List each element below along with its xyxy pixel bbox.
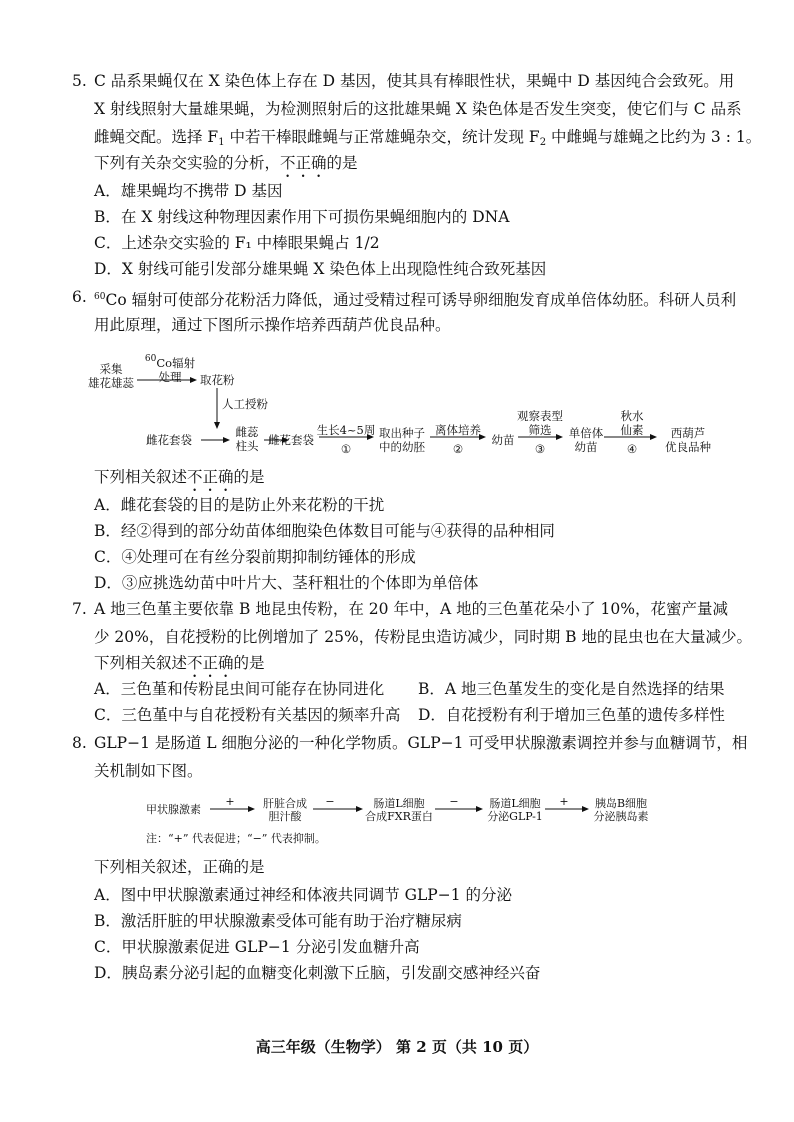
embryo-node: 取出种子 中的幼胚 (379, 426, 425, 454)
option-a: A．雄果蝇均不携带 D 基因 (94, 182, 283, 200)
question-stem-line: X 射线照射大量雄果蝇，为检测照射后的这批雄果蝇 X 染色体是否发生突变，使它们与 C 品系 (94, 100, 742, 118)
female-bag-node: 雌花套袋 (146, 433, 192, 447)
pollination-label: 人工授粉 (222, 397, 268, 411)
question-stem-line: 用此原理，通过下图所示操作培养西葫芦优良品种。 (94, 316, 451, 334)
fxr-protein-node: 肠道L细胞 合成FXR蛋白 (365, 797, 433, 823)
radiation-label: $^{60}$Co辐射 处理 (144, 354, 196, 384)
question-stem-line: 少 20%，自花授粉的比例增加了 25%，传粉昆虫造访减少，同时期 B 地的昆虫也在大量减少。 (94, 628, 753, 646)
option-d: D．胰岛素分泌引起的血糖变化刺激下丘脑，引发副交感神经兴奋 (94, 964, 541, 982)
haploid-node: 单倍体 幼苗 (568, 426, 604, 454)
liver-bile-acid-node: 肝脏合成 胆汁酸 (263, 797, 307, 823)
growth-label: 生长4~5周 (316, 423, 376, 437)
question-stem-line: 关机制如下图。 (94, 762, 203, 780)
question-prompt: 下列相关叙述，正确的是 (94, 858, 265, 876)
question-number: 8. (72, 734, 87, 752)
page-footer: 高三年级（生物学） 第 2 页（共 10 页） (255, 1038, 539, 1056)
question-prompt: 下列有关杂交实验的分析，不正确的是 (94, 154, 358, 172)
option-d: D．X 射线可能引发部分雄果蝇 X 染色体上出现隐性纯合致死基因 (94, 260, 547, 278)
option-c: C．三色堇中与自花授粉有关基因的频率升高 (94, 706, 401, 724)
culture-label: 离体培养 (435, 423, 481, 437)
option-c: C．上述杂交实验的 F₁ 中棒眼果蝇占 1/2 (94, 234, 380, 252)
question-prompt: 下列相关叙述不正确的是 (94, 654, 265, 672)
promote-sign: + (559, 795, 569, 808)
seedling-node: 幼苗 (491, 433, 515, 447)
female-bag-node-2: 雌花套袋 (268, 433, 314, 447)
diagram-note: 注：“+” 代表促进；“−” 代表抑制。 (146, 832, 326, 845)
option-b: B．激活肝脏的甲状腺激素受体可能有助于治疗糖尿病 (94, 912, 462, 930)
colchicine-label: 秋水 仙素 (620, 409, 644, 437)
observe-label: 观察表型 筛选 (517, 409, 563, 437)
stigma-node: 雌蕊 柱头 (235, 425, 259, 453)
option-a: A．图中甲状腺激素通过神经和体液共同调节 GLP−1 的分泌 (94, 886, 513, 904)
question-stem-line: GLP−1 是肠道 L 细胞分泌的一种化学物质。GLP−1 可受甲状腺激素调控并参与血糖调节，相 (94, 734, 748, 752)
option-a: A．雌花套袋的目的是防止外来花粉的干扰 (94, 496, 385, 514)
pollen-node: 取花粉 (200, 373, 235, 387)
option-c: C．④处理可在有丝分裂前期抑制纺锤体的形成 (94, 548, 416, 566)
option-c: C．甲状腺激素促进 GLP−1 分泌引发血糖升高 (94, 938, 420, 956)
step-2-label: ② (452, 442, 464, 456)
inhibit-sign: − (449, 795, 459, 808)
option-d: D．自花授粉有利于增加三色堇的遗传多样性 (418, 706, 725, 724)
question-stem-line: 雌蝇交配。选择 $F_1$ 中若干棒眼雌蝇与正常雄蝇杂交，统计发现 $F_2$ 中雌蝇与雄蝇之比约为 3 : 1。 (94, 128, 762, 148)
option-b: B．A 地三色堇发生的变化是自然选择的结果 (418, 680, 725, 698)
insulin-secretion-node: 胰岛B细胞 分泌胰岛素 (593, 797, 649, 823)
collect-stamen-node: 采集 雄花雄蕊 (88, 362, 134, 390)
promote-sign: + (225, 795, 235, 808)
question-number: 5. (72, 72, 87, 90)
step-3-label: ③ (534, 442, 546, 456)
option-b: B．经②得到的部分幼苗体细胞染色体数目可能与④获得的品种相同 (94, 522, 555, 540)
question-prompt: 下列相关叙述不正确的是 (94, 468, 265, 486)
result-node: 西葫芦 优良品种 (665, 426, 711, 454)
question-stem-line: C 品系果蝇仅在 X 染色体上存在 D 基因，使其具有棒眼性状，果蝇中 D 基因纯合会致死。用 (94, 72, 735, 90)
option-d: D．③应挑选幼苗中叶片大、茎秆粗壮的个体即为单倍体 (94, 574, 479, 592)
option-b: B．在 X 射线这种物理因素作用下可损伤果蝇细胞内的 DNA (94, 208, 510, 226)
step-1-label: ① (340, 442, 352, 456)
question-number: 6. (72, 288, 87, 306)
glp1-secretion-node: 肠道L细胞 分泌GLP-1 (487, 797, 543, 823)
question-stem-line: $^{60}$Co 辐射可使部分花粉活力降低，通过受精过程可诱导卵细胞发育成单倍体幼胚。科研人员利 (94, 291, 737, 309)
inhibit-sign: − (325, 795, 335, 808)
step-4-label: ④ (626, 442, 638, 456)
question-stem-line: A 地三色堇主要依靠 B 地昆虫传粉，在 20 年中，A 地的三色堇花朵小了 10%，花蜜产量减 (94, 600, 728, 618)
question-number: 7. (72, 600, 87, 618)
thyroid-hormone-node: 甲状腺激素 (146, 803, 201, 816)
option-a: A．三色堇和传粉昆虫间可能存在协同进化 (94, 680, 385, 698)
